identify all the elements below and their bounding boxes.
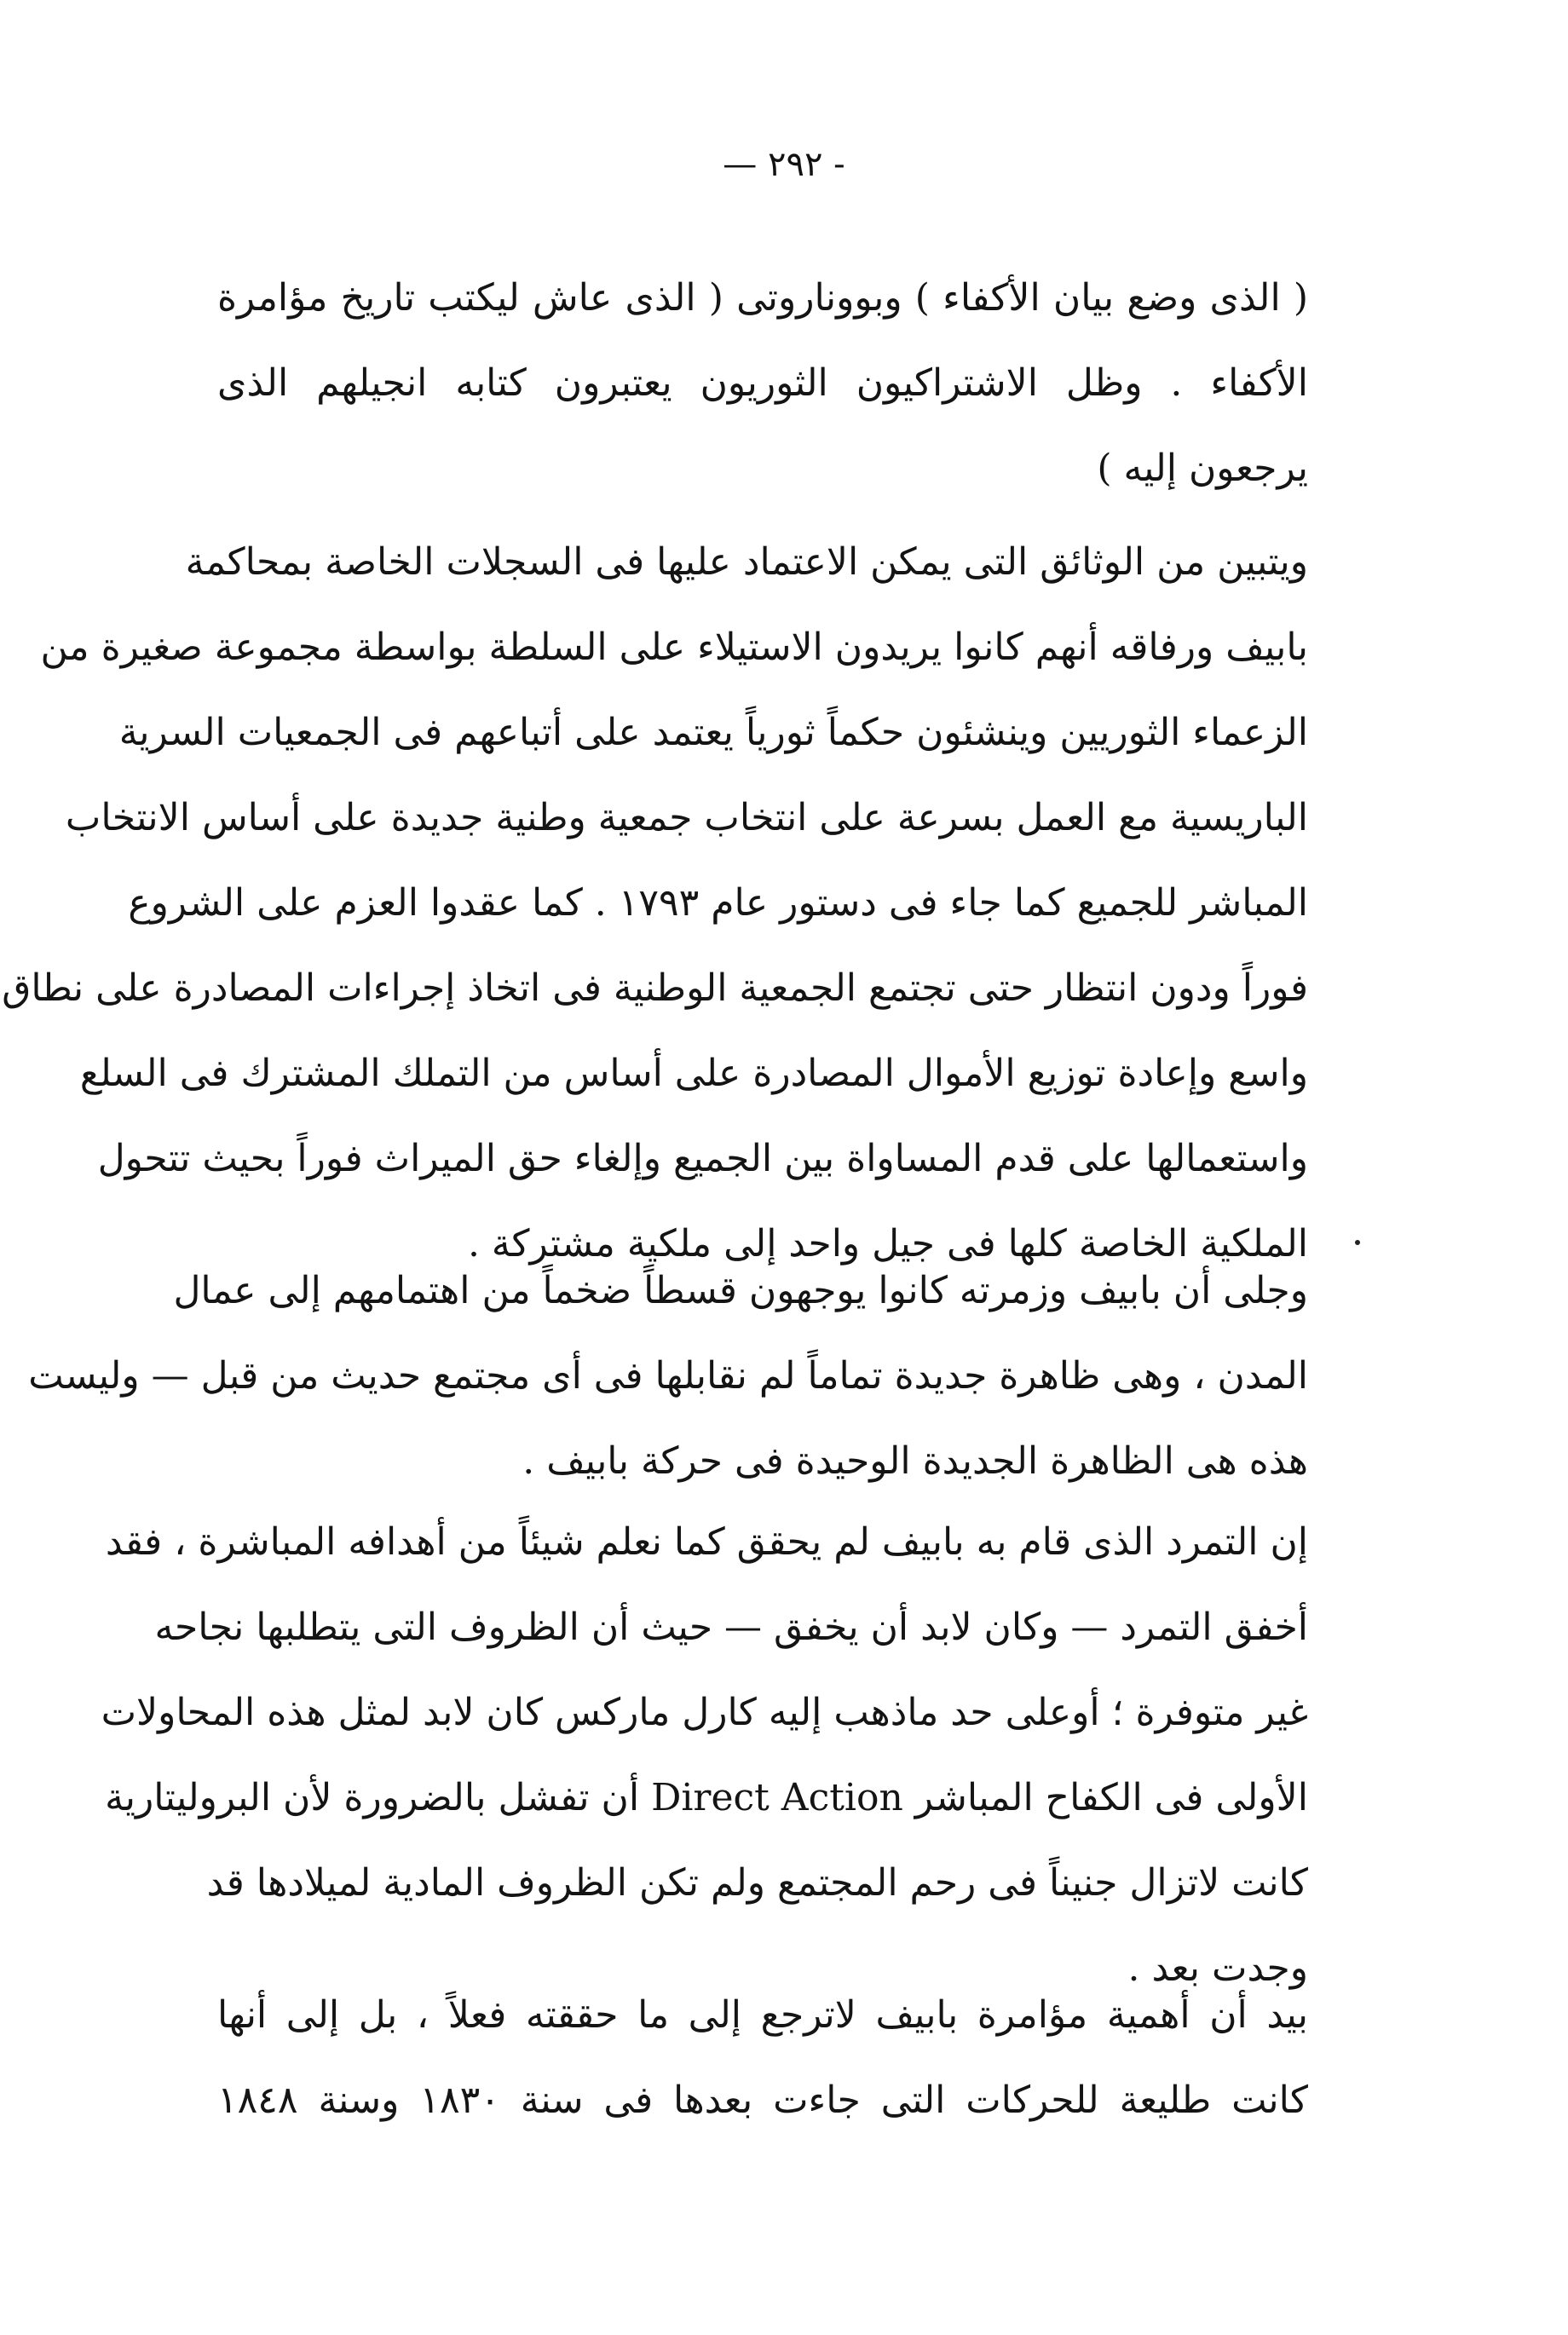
text-line: غير متوفرة ؛ أوعلى حد ماذهب إليه كارل ماركس كان لابد لمثل هذه المحاولات bbox=[101, 1691, 1308, 1734]
text-line: ويتبين من الوثائق التى يمكن الاعتماد عليها فى السجلات الخاصة بمحاكمة bbox=[185, 540, 1308, 584]
text-line: فوراً ودون انتظار حتى تجتمع الجمعية الوطنية فى اتخاذ إجراءات المصادرة على نطاق bbox=[2, 966, 1308, 1010]
text-line: هذه هى الظاهرة الجديدة الوحيدة فى حركة بابيف . bbox=[522, 1439, 1308, 1483]
text-line: بيد أن أهمية مؤامرة بابيف لاترجع إلى ما حققته فعلاً ، بل إلى أنها bbox=[217, 1993, 1308, 2037]
text-line: يرجعون إليه ) bbox=[1097, 447, 1308, 490]
text-line: واستعمالها على قدم المساواة بين الجميع وإلغاء حق الميراث فوراً بحيث تتحول bbox=[97, 1137, 1308, 1180]
text-line: الملكية الخاصة كلها فى جيل واحد إلى ملكية مشتركة . bbox=[467, 1222, 1308, 1266]
text-line: كانت لاتزال جنيناً فى رحم المجتمع ولم تكن الظروف المادية لميلادها قد bbox=[206, 1861, 1308, 1905]
text-line: الباريسية مع العمل بسرعة على انتخاب جمعية وطنية جديدة على أساس الانتخاب bbox=[65, 796, 1308, 839]
paragraph-4 bbox=[101, 1500, 1308, 2011]
text-line: وجدت بعد . bbox=[1127, 1946, 1308, 1990]
paragraph-1 bbox=[217, 256, 1308, 511]
text-line: الزعماء الثوريين وينشئون حكماً ثورياً يعتمد على أتباعهم فى الجمعيات السرية bbox=[118, 711, 1308, 754]
text-line: إن التمرد الذى قام به بابيف لم يحقق كما نعلم شيئاً من أهدافه المباشرة ، فقد bbox=[105, 1520, 1308, 1564]
paragraph-2 bbox=[2, 520, 1308, 1287]
paragraph-3 bbox=[28, 1248, 1308, 1504]
page-number: — ٢٩٢ - bbox=[723, 145, 845, 184]
text-line: وجلى أن بابيف وزمرته كانوا يوجهون قسطاً ضخماً من اهتمامهم إلى عمال bbox=[173, 1269, 1308, 1312]
text-line: المدن ، وهى ظاهرة جديدة تماماً لم نقابلها فى أى مجتمع حديث من قبل — وليست bbox=[28, 1354, 1308, 1398]
ink-dot bbox=[1355, 1240, 1360, 1245]
text-line: بابيف ورفاقه أنهم كانوا يريدون الاستيلاء على السلطة بواسطة مجموعة صغيرة من bbox=[40, 626, 1308, 669]
text-line: واسع وإعادة توزيع الأموال المصادرة على أساس من التملك المشترك فى السلع bbox=[79, 1052, 1308, 1095]
paragraph-5 bbox=[217, 1973, 1308, 2143]
text-line: أخفق التمرد — وكان لابد أن يخفق — حيث أن الظروف التى يتطلبها نجاحه bbox=[154, 1606, 1308, 1649]
text-line: المباشر للجميع كما جاء فى دستور عام ١٧٩٣ . كما عقدوا العزم على الشروع bbox=[128, 881, 1308, 925]
text-line: كانت طليعة للحركات التى جاءت بعدها فى سنة ١٨٣٠ وسنة ١٨٤٨ bbox=[217, 2078, 1308, 2122]
text-line: الأولى فى الكفاح المباشر Direct Action أن تفشل بالضرورة لأن البروليتارية bbox=[105, 1776, 1308, 1819]
text-line: ( الذى وضع بيان الأكفاء ) وبووناروتى ( الذى عاش ليكتب تاريخ مؤامرة bbox=[217, 276, 1308, 320]
text-line: الأكفاء . وظل الاشتراكيون الثوريون يعتبرون كتابه انجيلهم الذى bbox=[217, 361, 1308, 405]
